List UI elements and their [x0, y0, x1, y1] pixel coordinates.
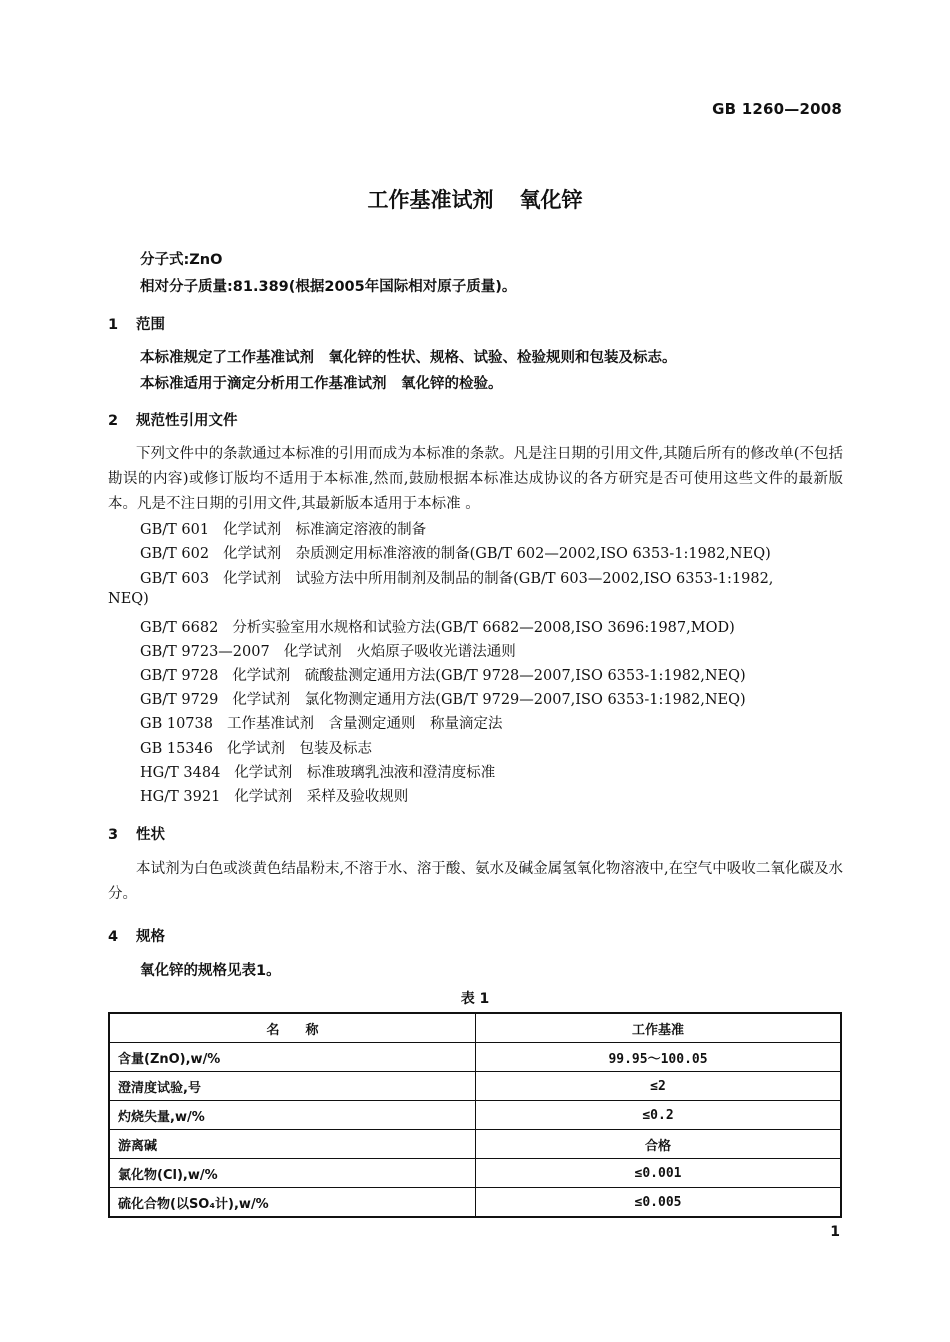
- reference-item: [140, 640, 516, 661]
- table-header-row: [109, 1013, 841, 1043]
- section-title: 范围: [136, 317, 165, 333]
- specification-table: [108, 1012, 842, 1218]
- table-row: [109, 1130, 841, 1159]
- reference-code: GB/T 9728: [140, 668, 219, 684]
- reference-code: GB 15346: [140, 741, 213, 757]
- spec-name: 澄清度试验,号: [109, 1072, 476, 1101]
- properties-text: 本试剂为白色或淡黄色结晶粉末,不溶于水、溶于酸、氨水及碱金属氢氧化物溶液中,在空气中吸收二氧化碳及水分。: [108, 861, 843, 902]
- section-number: 4: [108, 929, 119, 945]
- specification-intro: 氧化锌的规格见表1。: [140, 963, 281, 979]
- title-part2: 氧化锌: [519, 188, 583, 212]
- reference-code: GB/T 6682: [140, 620, 219, 636]
- standard-number: GB 1260—2008: [712, 100, 842, 118]
- table-row: [109, 1188, 841, 1218]
- scope-paragraph-1: 本标准规定了工作基准试剂 氧化锌的性状、规格、试验、检验规则和包装及标志。: [140, 350, 677, 366]
- molecular-mass: 相对分子质量:81.389(根据2005年国际相对原子质量)。: [140, 279, 517, 295]
- spec-name: 含量(ZnO),w/%: [109, 1043, 476, 1072]
- page-number: 1: [830, 1224, 840, 1240]
- references-intro-text: 下列文件中的条款通过本标准的引用而成为本标准的条款。凡是注日期的引用文件,其随后所有的修改单(不包括勘误的内容)或修订版均不适用于本标准,然而,鼓励根据本标准达成协议的各方研究是否可使用这些文件的最新版本。凡是不注日期的引用文件,其最新版本适用于本标准 。: [108, 446, 843, 512]
- reference-title: 工作基准试剂 含量测定通则 称量滴定法: [226, 716, 503, 732]
- reference-code: GB/T 9729: [140, 692, 219, 708]
- spec-name: 灼烧失量,w/%: [109, 1101, 476, 1130]
- spec-name: 氯化物(Cl),w/%: [109, 1159, 476, 1188]
- reference-code: GB/T 603: [140, 571, 210, 587]
- reference-item: [140, 664, 746, 685]
- spec-value: ≤0.001: [476, 1159, 842, 1188]
- section-title: 规范性引用文件: [136, 413, 238, 429]
- reference-item: [140, 688, 746, 709]
- table-row: [109, 1043, 841, 1072]
- spec-value: ≤2: [476, 1072, 842, 1101]
- reference-item: [140, 761, 495, 782]
- reference-item: [140, 616, 735, 637]
- reference-code: HG/T 3484: [140, 765, 221, 781]
- reference-item: [140, 737, 372, 758]
- reference-code: GB 10738: [140, 716, 213, 732]
- reference-item: [140, 785, 408, 806]
- reference-title: 化学试剂 杂质测定用标准溶液的制备(GB/T 602—2002,ISO 6353-1:1982,NEQ): [223, 546, 771, 562]
- reference-title: 化学试剂 包装及标志: [226, 741, 372, 757]
- section-1-heading: [108, 313, 165, 334]
- properties-paragraph: [108, 857, 843, 907]
- table-row: [109, 1159, 841, 1188]
- table-caption: 表 1: [460, 991, 490, 1007]
- reference-title: 化学试剂 标准玻璃乳浊液和澄清度标准: [234, 765, 496, 781]
- section-title: 性状: [136, 827, 165, 843]
- document-title: [0, 184, 950, 214]
- reference-title: 化学试剂 火焰原子吸收光谱法通则: [283, 644, 516, 660]
- reference-title: 分析实验室用水规格和试验方法(GB/T 6682—2008,ISO 3696:1987,MOD): [232, 620, 735, 636]
- scope-paragraph-2: 本标准适用于滴定分析用工作基准试剂 氧化锌的检验。: [140, 376, 503, 392]
- reference-item: [140, 567, 773, 588]
- reference-item: [140, 518, 426, 539]
- reference-title: 化学试剂 氯化物测定通用方法(GB/T 9729—2007,ISO 6353-1:1982,NEQ): [232, 692, 746, 708]
- spec-value: 合格: [476, 1130, 842, 1159]
- section-2-heading: [108, 409, 238, 430]
- title-part1: 工作基准试剂: [367, 188, 494, 212]
- reference-title: 化学试剂 采样及验收规则: [234, 789, 409, 805]
- section-number: 1: [108, 317, 119, 333]
- molecular-formula: 分子式:ZnO: [140, 252, 223, 268]
- spec-value: 99.95～100.05: [476, 1043, 842, 1072]
- reference-title: 化学试剂 试验方法中所用制剂及制品的制备(GB/T 603—2002,ISO 6353-1:1982,: [223, 571, 774, 587]
- table-row: [109, 1101, 841, 1130]
- column-header-name: 名 称: [109, 1013, 476, 1043]
- reference-continuation: NEQ): [108, 591, 149, 607]
- spec-name: 硫化合物(以SO₄计),w/%: [109, 1188, 476, 1218]
- reference-code: HG/T 3921: [140, 789, 221, 805]
- reference-code: GB/T 601: [140, 522, 210, 538]
- spec-name: 游离碱: [109, 1130, 476, 1159]
- reference-code: GB/T 602: [140, 546, 210, 562]
- references-intro: [108, 442, 843, 517]
- section-4-heading: [108, 925, 165, 946]
- reference-code: GB/T 9723—2007: [140, 644, 270, 660]
- reference-item: [140, 542, 771, 563]
- spec-value: ≤0.2: [476, 1101, 842, 1130]
- reference-item: [140, 712, 502, 733]
- section-number: 2: [108, 413, 119, 429]
- section-3-heading: [108, 823, 165, 844]
- section-title: 规格: [136, 929, 165, 945]
- section-number: 3: [108, 827, 119, 843]
- column-header-value: 工作基准: [476, 1013, 842, 1043]
- table-row: [109, 1072, 841, 1101]
- reference-title: 化学试剂 硫酸盐测定通用方法(GB/T 9728—2007,ISO 6353-1:1982,NEQ): [232, 668, 746, 684]
- reference-title: 化学试剂 标准滴定溶液的制备: [223, 522, 427, 538]
- spec-value: ≤0.005: [476, 1188, 842, 1218]
